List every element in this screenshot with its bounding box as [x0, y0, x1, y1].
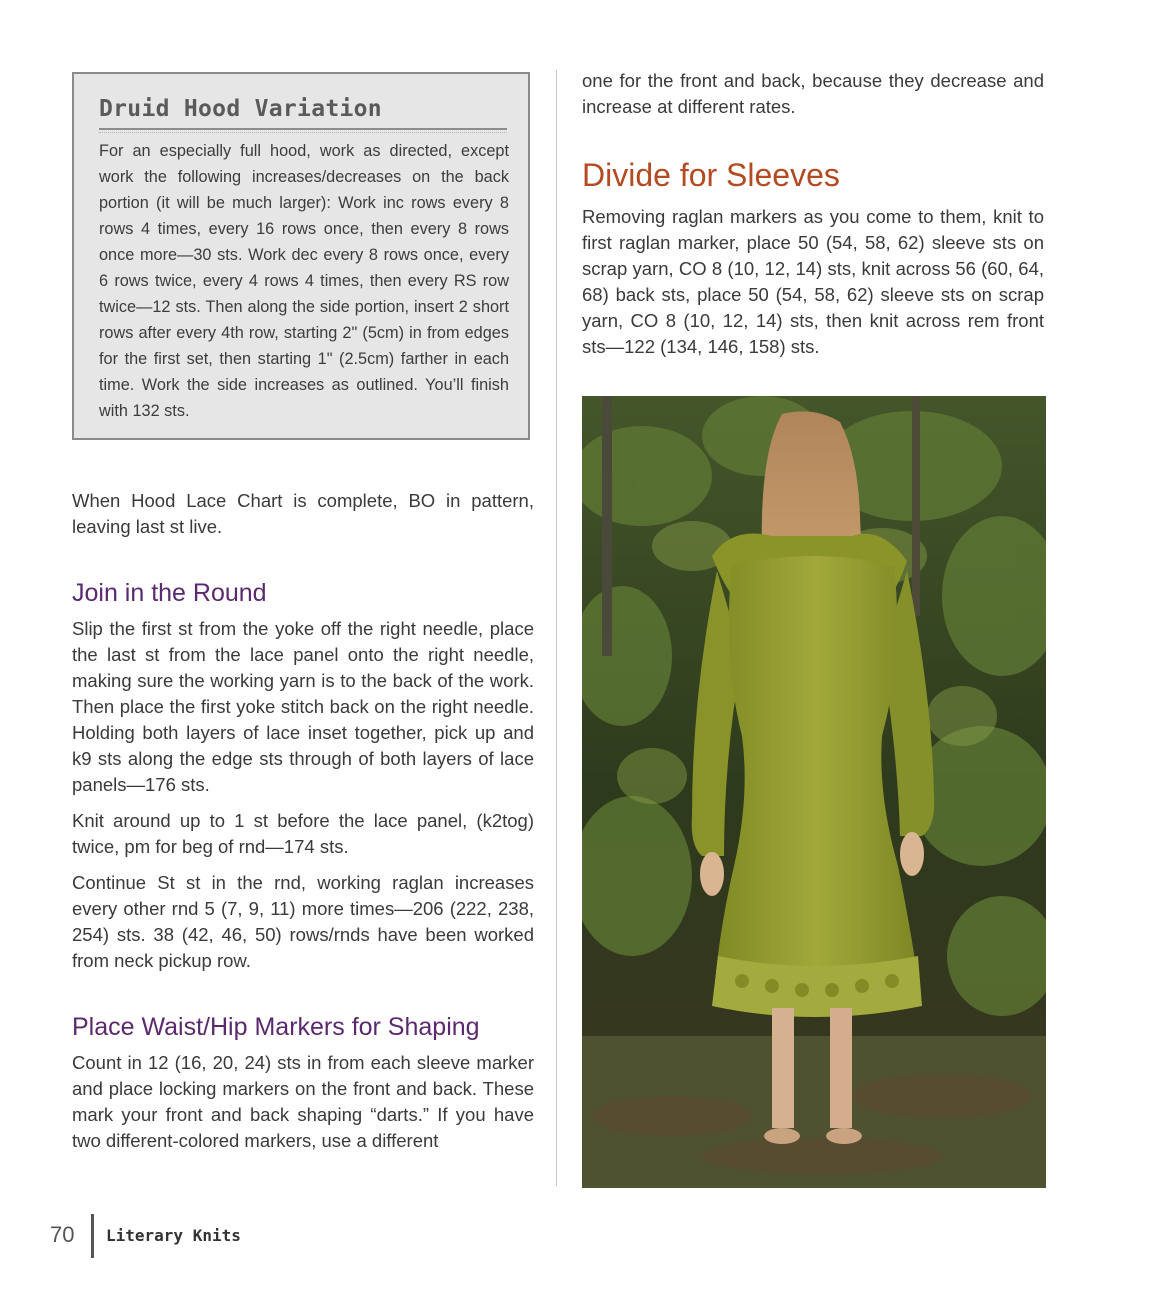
join-paragraph-3: Continue St st in the rnd, working raglan increases every other rnd 5 (7, 9, 11) more times—206 (222, 238, 254) sts. 38 (42, 46, 50) rows/rnds have been worked from neck pickup row. — [72, 872, 534, 971]
waist-paragraph-1: Count in 12 (16, 20, 24) sts in from each sleeve marker and place locking markers on the front and back. These mark your front and back shaping “darts.” If you have two different-colored markers, use a different — [72, 1052, 534, 1151]
column-divider — [556, 70, 557, 1186]
page-number: 70 — [50, 1222, 75, 1247]
left-column — [72, 488, 534, 1154]
dress-photo — [582, 396, 1046, 1188]
join-heading: Join in the Round — [72, 579, 267, 607]
sidebar-title: Druid Hood Variation — [99, 96, 382, 122]
continued-paragraph: one for the front and back, because they decrease and increase at different rates. — [582, 70, 1044, 117]
right-column — [582, 68, 1044, 360]
intro-paragraph: When Hood Lace Chart is complete, BO in pattern, leaving last st live. — [72, 490, 534, 537]
divide-heading: Divide for Sleeves — [582, 157, 840, 193]
book-title: Literary Knits — [106, 1226, 241, 1245]
join-paragraph-2: Knit around up to 1 st before the lace panel, (k2tog) twice, pm for beg of rnd—174 sts. — [72, 810, 534, 857]
sidebar-rule-dots — [99, 132, 507, 133]
footer-bar — [91, 1214, 94, 1258]
waist-heading: Place Waist/Hip Markers for Shaping — [72, 1013, 480, 1041]
sidebar-rule — [99, 128, 507, 130]
sidebar-text: For an especially full hood, work as directed, except work the following increases/decreases on the back portion (it will be much larger): Work inc rows every 8 rows 4 times, every 16 rows once, then every 8 rows once more—30 sts. Work dec every 8 rows once, every 6 rows twice, every 4 rows 4 times, then every RS row twice—12 sts. Then along the side portion, insert 2 short rows after every 4th row, starting 2" (5cm) in from edges for the first set, then starting 1" (2.5cm) farther in each time. Work the side increases as outlined. You’ll finish with 132 sts. — [99, 142, 509, 420]
dress-photo-illustration — [582, 396, 1046, 1188]
join-paragraph-1: Slip the first st from the yoke off the right needle, place the last st from the lace panel onto the right needle, making sure the working yarn is to the back of the work. Then place the first yoke stitch back on the right needle. Holding both layers of lace inset together, pick up and k9 sts along the edge sts through of both layers of lace panels—176 sts. — [72, 618, 534, 795]
divide-paragraph-1: Removing raglan markers as you come to them, knit to first raglan marker, place 50 (54, 58, 62) sleeve sts on scrap yarn, CO 8 (10, 12, 14) sts, knit across 56 (60, 64, 68) back sts, place 50 (54, 58, 62) sleeve sts on scrap yarn, CO 8 (10, 12, 14) sts, then knit across rem front sts—122 (134, 146, 158) sts. — [582, 206, 1044, 357]
sidebar-box — [72, 72, 530, 440]
